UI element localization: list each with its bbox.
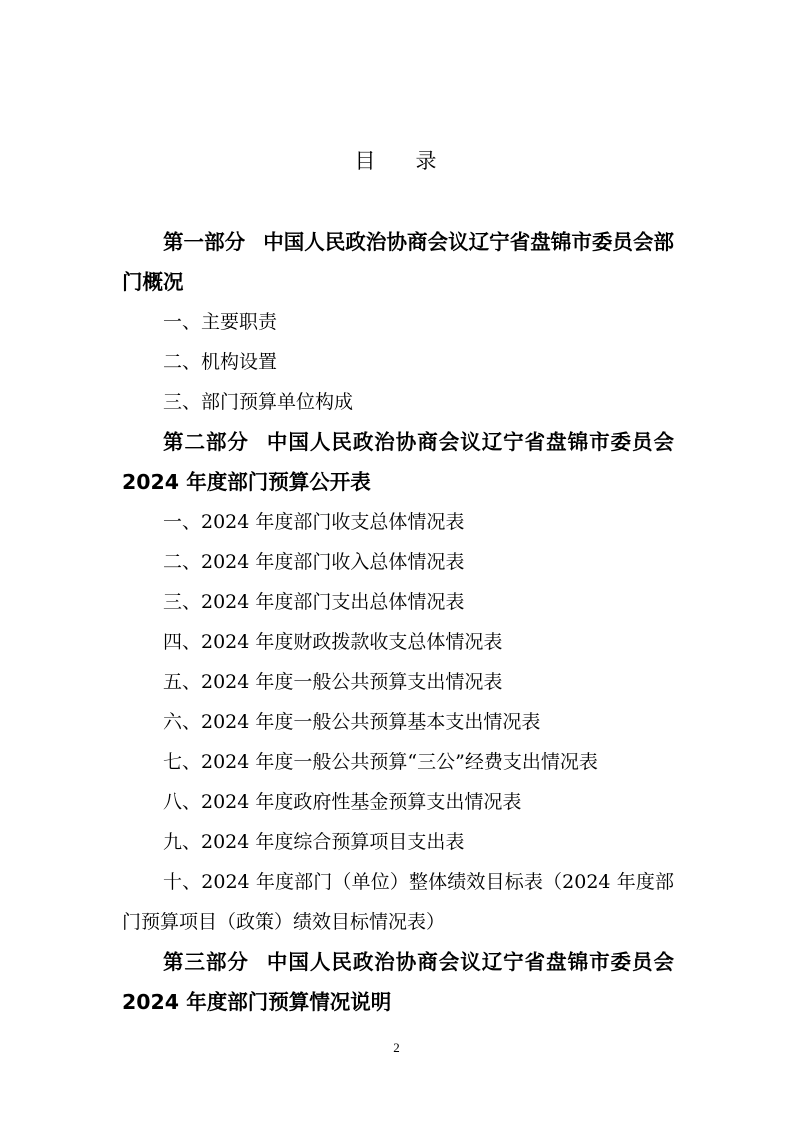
toc-heading-char-2: 录	[415, 149, 439, 173]
toc-item-2-4: 四、2024 年度财政拨款收支总体情况表	[163, 631, 503, 653]
toc-item-2-8: 八、2024 年度政府性基金预算支出情况表	[163, 791, 522, 813]
toc-item-1-2: 二、机构设置	[163, 351, 278, 373]
toc-item-2-3: 三、2024 年度部门支出总体情况表	[163, 591, 465, 613]
table-of-contents	[122, 222, 674, 1022]
toc-part-3	[122, 942, 674, 1022]
toc-item-2-1: 一、2024 年度部门收支总体情况表	[163, 511, 465, 533]
toc-item-2-2: 二、2024 年度部门收入总体情况表	[163, 551, 465, 573]
toc-part-1-title: 中国人民政治协商会议辽宁省盘锦市委员会部门概况	[122, 230, 675, 294]
toc-heading	[0, 146, 793, 176]
toc-part-2-label: 第二部分	[163, 430, 249, 454]
toc-heading-char-1: 目	[354, 149, 378, 173]
toc-part-1	[122, 222, 674, 302]
toc-part-3-title: 中国人民政治协商会议辽宁省盘锦市委员会 2024 年度部门预算情况说明	[122, 950, 675, 1014]
toc-part-2	[122, 422, 674, 502]
toc-part-3-label: 第三部分	[163, 950, 249, 974]
toc-item-2-5: 五、2024 年度一般公共预算支出情况表	[163, 671, 503, 693]
toc-part-1-label: 第一部分	[163, 230, 246, 254]
toc-item-2-10: 十、2024 年度部门（单位）整体绩效目标表（2024 年度部门预算项目（政策）绩效目标情况表）	[122, 871, 674, 933]
toc-item-1-3: 三、部门预算单位构成	[163, 391, 354, 413]
toc-item-1-1: 一、主要职责	[163, 311, 278, 333]
toc-part-2-title: 中国人民政治协商会议辽宁省盘锦市委员会 2024 年度部门预算公开表	[122, 430, 675, 494]
toc-item-2-6: 六、2024 年度一般公共预算基本支出情况表	[163, 711, 541, 733]
toc-item-2-9: 九、2024 年度综合预算项目支出表	[163, 831, 465, 853]
toc-item-2-7: 七、2024 年度一般公共预算“三公”经费支出情况表	[163, 751, 598, 773]
page-number: 2	[393, 1040, 400, 1055]
